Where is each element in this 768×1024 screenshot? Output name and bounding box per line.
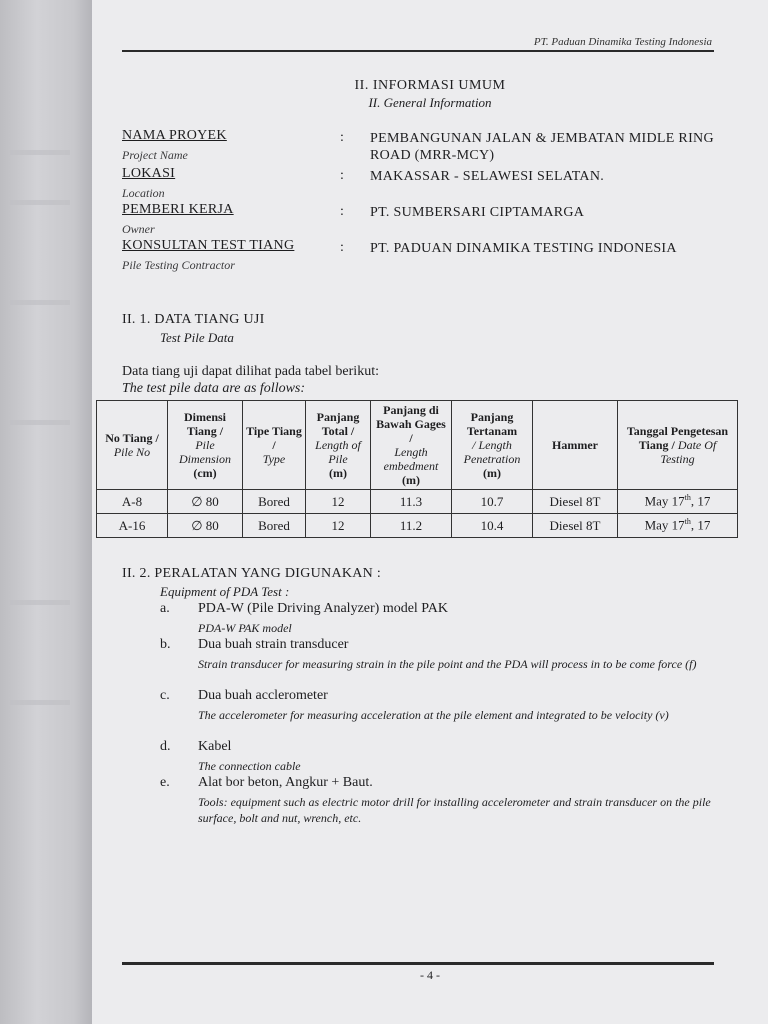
equipment-item-en: PDA-W PAK model — [198, 621, 292, 635]
spine-shadow — [10, 700, 70, 705]
equipment-item-id: Dua buah acclerometer — [198, 688, 328, 703]
spine-shadow — [10, 420, 70, 425]
equipment-item-en: Strain transducer for measuring strain in the pile point and the PDA will process in to be come force (f) — [198, 657, 697, 671]
equipment-item-en: The connection cable — [198, 759, 301, 773]
equipment-section-title: II. 2. PERALATAN YANG DIGUNAKAN : — [122, 566, 382, 581]
list-marker: b. — [160, 637, 171, 652]
list-marker: a. — [160, 601, 170, 616]
equipment-item-id: Alat bor beton, Angkur + Baut. — [198, 775, 373, 790]
info-sublabel-owner: Owner — [122, 222, 155, 236]
info-sublabel-project: Project Name — [122, 148, 188, 162]
equipment-section-subtitle: Equipment of PDA Test : — [160, 584, 290, 599]
cell-pile-no: A-8 — [97, 490, 168, 514]
equipment-item-id: Kabel — [198, 739, 232, 754]
col-header-type: Tipe Tiang / Type — [243, 401, 306, 490]
equipment-item-en: The accelerometer for measuring acceleration at the pile element and integrated to be velocity (v) — [198, 708, 669, 722]
colon: : — [340, 130, 344, 145]
table-row — [97, 490, 738, 514]
cell-test-date: May 17th, 17 — [618, 490, 738, 514]
equipment-item-id: PDA-W (Pile Driving Analyzer) model PAK — [198, 601, 449, 616]
cell-penetration: 10.7 — [452, 490, 533, 514]
col-header-total-length: Panjang Total / Length of Pile (m) — [306, 401, 371, 490]
section-title: II. INFORMASI UMUM — [354, 78, 506, 93]
running-header: PT. Paduan Dinamika Testing Indonesia — [533, 36, 712, 48]
info-value-location: MAKASSAR - SELAWESI SELATAN. — [370, 169, 605, 184]
book-spine — [0, 0, 92, 1024]
table-row — [97, 514, 738, 538]
info-value-contractor: PT. PADUAN DINAMIKA TESTING INDONESIA — [370, 241, 677, 256]
info-value-owner: PT. SUMBERSARI CIPTAMARGA — [370, 205, 585, 220]
spine-shadow — [10, 600, 70, 605]
info-label-project: NAMA PROYEK — [122, 128, 227, 143]
col-header-no: No Tiang / Pile No — [97, 401, 168, 490]
spine-shadow — [10, 300, 70, 305]
table-header-row — [97, 401, 738, 490]
cell-dimension: ∅ 80 — [168, 490, 243, 514]
cell-total-length: 12 — [306, 514, 371, 538]
col-header-embedment: Panjang di Bawah Gages / Length embedment (m) — [371, 401, 452, 490]
info-sublabel-location: Location — [122, 186, 165, 200]
cell-total-length: 12 — [306, 490, 371, 514]
col-header-penetration: Panjang Tertanam / Length Penetration (m) — [452, 401, 533, 490]
colon: : — [340, 168, 344, 183]
col-header-dimension: Dimensi Tiang / Pile Dimension (cm) — [168, 401, 243, 490]
colon: : — [340, 204, 344, 219]
cell-type: Bored — [243, 514, 306, 538]
section-subtitle: II. General Information — [368, 95, 492, 110]
pile-section-title: II. 1. DATA TIANG UJI — [122, 312, 265, 327]
header-rule — [122, 50, 714, 52]
info-label-contractor: KONSULTAN TEST TIANG — [122, 238, 295, 253]
pile-section-subtitle: Test Pile Data — [160, 330, 234, 345]
page-number: - 4 - — [420, 968, 440, 982]
info-value-project: PEMBANGUNAN JALAN & JEMBATAN MIDLE RING ROAD (MRR-MCY) — [370, 131, 714, 163]
equipment-item-en: Tools: equipment such as electric motor drill for installing accelerometer and strain transducer on the pile surface, bolt and nut, wrench, etc. — [198, 795, 711, 825]
list-marker: c. — [160, 688, 170, 703]
cell-test-date: May 17th, 17 — [618, 514, 738, 538]
list-marker: e. — [160, 775, 170, 790]
colon: : — [340, 240, 344, 255]
cell-pile-no: A-16 — [97, 514, 168, 538]
test-pile-table — [96, 400, 738, 538]
cell-penetration: 10.4 — [452, 514, 533, 538]
equipment-item-id: Dua buah strain transducer — [198, 637, 349, 652]
cell-embedment: 11.3 — [371, 490, 452, 514]
pile-intro-id: Data tiang uji dapat dilihat pada tabel berikut: — [122, 364, 379, 379]
col-header-date: Tanggal Pengetesan Tiang / Date Of Testing — [618, 401, 738, 490]
pile-intro-en: The test pile data are as follows: — [122, 381, 306, 396]
info-label-location: LOKASI — [122, 166, 176, 181]
info-label-owner: PEMBERI KERJA — [122, 202, 234, 217]
cell-embedment: 11.2 — [371, 514, 452, 538]
list-marker: d. — [160, 739, 171, 754]
info-sublabel-contractor: Pile Testing Contractor — [122, 258, 235, 272]
cell-dimension: ∅ 80 — [168, 514, 243, 538]
spine-shadow — [10, 200, 70, 205]
cell-type: Bored — [243, 490, 306, 514]
spine-shadow — [10, 150, 70, 155]
footer-rule — [122, 962, 714, 965]
cell-hammer: Diesel 8T — [533, 514, 618, 538]
cell-hammer: Diesel 8T — [533, 490, 618, 514]
col-header-hammer: Hammer — [533, 401, 618, 490]
document-page — [92, 0, 768, 1024]
